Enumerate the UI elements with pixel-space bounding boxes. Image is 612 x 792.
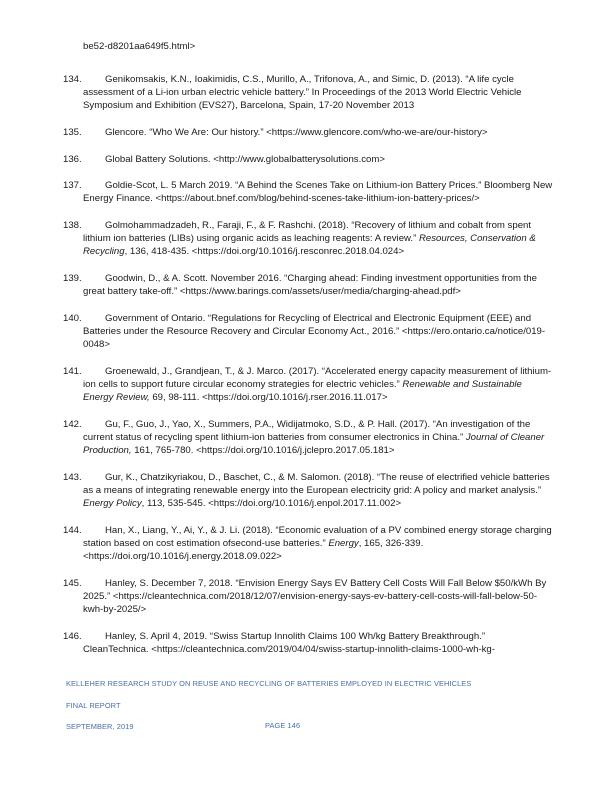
reference-list [63,73,553,670]
reference-item [63,577,553,617]
reference-item [63,418,553,458]
reference-item [63,126,553,139]
reference-item [63,179,553,205]
reference-item [63,272,553,298]
footer-page-number: PAGE 146 [265,721,301,731]
reference-journal-title: Resources, Conservation & Recycling [83,233,536,258]
reference-text [83,73,553,113]
reference-item [63,630,553,656]
reference-text [83,126,553,139]
reference-citation-tail: , 136, 418-435. <https://doi.org/10.1016/j.resconrec.2018.04.024> [124,246,405,258]
reference-number: 146. [63,630,82,642]
reference-text [83,471,553,511]
reference-text [83,418,553,458]
reference-citation: Hanley, S. December 7, 2018. “Envision Energy Says EV Battery Cell Costs Will Fall Below $50/kWh By 2025.” <https://cleantechnica.com/2018/12/07/envision-energy-says-ev-battery-cell-costs-will-fall-below-50-kwh-by-2025/> [83,577,547,616]
reference-citation: Global Battery Solutions. <http://www.globalbatterysolutions.com> [105,153,385,165]
reference-item [63,219,553,259]
reference-item [63,73,553,113]
reference-citation: Hanley, S. April 4, 2019. “Swiss Startup Innolith Claims 100 Wh/kg Battery Breakthrough.” CleanTechnica. <https://cleantechnica.com/2019/04/04/swiss-startup-innolith-claims-1000-wh-kg- [83,630,495,655]
reference-text [83,312,553,352]
reference-number: 141. [63,365,82,377]
page-footer [66,678,546,743]
reference-journal-title: Journal of Cleaner Production, [83,431,545,457]
reference-number: 143. [63,471,82,483]
reference-citation: Goldie-Scot, L. 5 March 2019. “A Behind the Scenes Take on Lithium-ion Battery Prices.” Bloomberg New Energy Finance. <https://about.bnef.com/blog/behind-scenes-take-lithium-ion-battery-prices/> [83,180,553,205]
reference-text [83,630,553,656]
reference-citation: Gu, F., Guo, J., Yao, X., Summers, P.A., Widijatmoko, S.D., & P. Hall. (2017). “An investigation of the current status of recycling spent lithium-ion batteries from consumer electronics in China.” [83,418,531,443]
reference-text [83,272,553,298]
reference-journal-title: Energy [328,537,359,549]
reference-number: 135. [63,127,82,138]
reference-text [83,577,553,617]
reference-citation-tail: 161, 765-780. <https://doi.org/10.1016/j.jclepro.2017.05.181> [131,445,395,457]
reference-citation-tail: , 113, 535-545. <https://doi.org/10.1016/j.enpol.2017.11.002> [141,498,402,510]
reference-citation: Government of Ontario. “Regulations for Recycling of Electrical and Electronic Equipment (EEE) and Batteries under the Resource Recovery and Circular Economy Act., 2016.” <https://ero.ontario.ca/notice/019-0048> [83,312,546,351]
reference-number: 138. [63,219,82,231]
reference-citation-tail: , 165, 326-339. <https://doi.org/10.1016/j.energy.2018.09.022> [83,537,424,563]
reference-journal-title: Renewable and Sustainable Energy Review, [83,378,522,404]
reference-citation: Han, X., Liang, Y., Ai, Y., & J. Li. (2018). “Economic evaluation of a PV combined energy storage charging station based on cost estimation ofsecond-use batteries.” [83,524,552,549]
footer-date: SEPTEMBER, 2019 [66,722,134,732]
reference-number: 140. [63,312,82,324]
reference-citation: Glencore. “Who We Are: Our history.” <https://www.glencore.com/who-we-are/our-history> [105,127,488,138]
reference-text [83,153,553,166]
reference-text [83,365,553,405]
reference-citation: Golmohammadzadeh, R., Faraji, F., & F. Rashchi. (2018). “Recovery of lithium and cobalt from spent lithium ion batteries (LIBs) using organic acids as leaching reagents: A review.” [83,219,532,245]
reference-item [63,471,553,511]
reference-number: 142. [63,418,82,430]
reference-item [63,524,553,564]
reference-text [83,524,553,564]
reference-citation: Gur, K., Chatzikyriakou, D., Baschet, C., & M. Salomon. (2018). “The reuse of electrified vehicle batteries as a means of integrating renewable energy into the European electricity grid: A policy and market analysis.” [83,471,550,496]
reference-number: 144. [63,524,82,536]
reference-number: 137. [63,180,82,192]
reference-number: 136. [63,153,82,165]
reference-number: 145. [63,577,82,589]
reference-number: 139. [63,272,82,284]
reference-item [63,153,553,166]
reference-citation-tail: 69, 98-111. <https://doi.org/10.1016/j.rser.2016.11.017> [149,392,388,404]
carryover-url-text: be52-d8201aa649f5.html> [83,41,196,52]
footer-report-type: FINAL REPORT [66,700,121,710]
reference-number: 134. [63,74,82,85]
reference-item [63,365,553,405]
reference-citation: Genikomsakis, K.N., Ioakimidis, C.S., Murillo, A., Trifonova, A., and Simic, D. (2013). “A life cycle assessment of a Li-ion urban electric vehicle battery.” In Proceedings of the 2013 World Electric Vehicle Symposium and Exhibition (EVS27), Barcelona, Spain, 17-20 November 2013 [83,74,522,112]
reference-item [63,312,553,352]
reference-citation: Groenewald, J., Grandjean, T., & J. Marco. (2017). “Accelerated energy capacity measurement of lithium-ion cells to support future circular economy strategies for electric vehicles.” [83,365,552,390]
reference-journal-title: Energy Policy [83,498,142,510]
reference-citation: Goodwin, D., & A. Scott. November 2016. “Charging ahead: Finding investment opportunities from the great battery take-off.” <https://www.barings.com/assets/user/media/charging-ahead.pdf> [83,272,537,298]
reference-text [83,219,553,259]
reference-text [83,179,553,205]
footer-study-title: KELLEHER RESEARCH STUDY ON REUSE AND RECYCLING OF BATTERIES EMPLOYED IN ELECTRIC VEHICLES [66,679,472,688]
